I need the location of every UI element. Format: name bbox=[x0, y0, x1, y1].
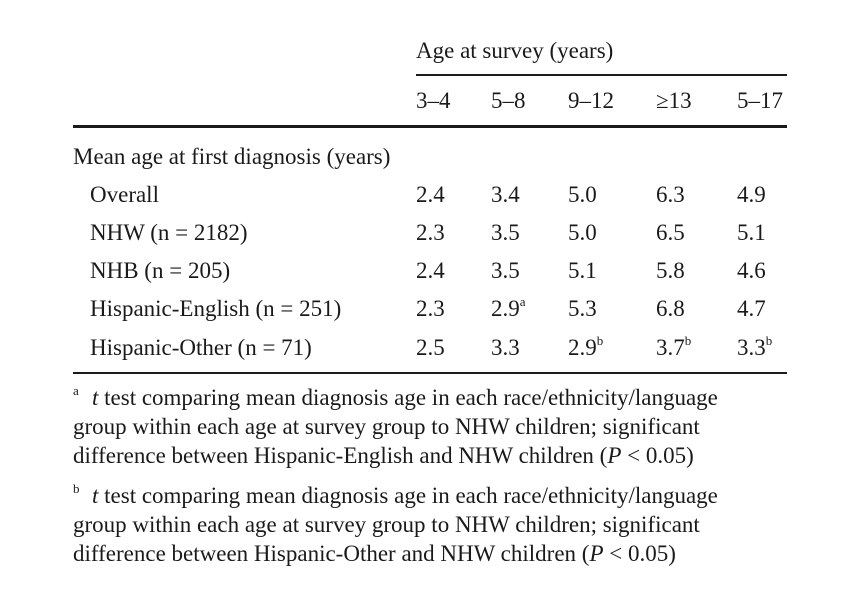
footnote-line: t test comparing mean diagnosis age in each race/ethnicity/language bbox=[92, 483, 718, 508]
cell-footnote-mark: b bbox=[596, 333, 604, 348]
table-cell bbox=[737, 257, 766, 285]
table-cell bbox=[568, 181, 597, 209]
cell-footnote-mark: a bbox=[519, 294, 526, 309]
footnote-mark: a bbox=[73, 383, 79, 398]
cell-value: 3.4 bbox=[491, 182, 520, 207]
table-cell bbox=[568, 219, 597, 247]
footnote-line: t test comparing mean diagnosis age in each race/ethnicity/language bbox=[92, 385, 718, 410]
footnote-line: group within each age at survey group to NHW children; significant bbox=[73, 512, 700, 537]
table-cell bbox=[656, 219, 685, 247]
table-cell bbox=[568, 257, 597, 285]
header-bottom-rule bbox=[73, 125, 787, 128]
row-label: NHB (n = 205) bbox=[90, 258, 231, 283]
table-cell bbox=[656, 181, 685, 209]
table-cell bbox=[737, 295, 766, 323]
cell-value: 2.9 bbox=[491, 296, 520, 321]
table-cell bbox=[416, 295, 445, 323]
footnote-mark: b bbox=[73, 481, 80, 496]
cell-value: 3.5 bbox=[491, 220, 520, 245]
table-cell bbox=[416, 181, 445, 209]
table-cell bbox=[416, 219, 445, 247]
cell-value: 6.5 bbox=[656, 220, 685, 245]
footnote-line: difference between Hispanic-Other and NHW children (P < 0.05) bbox=[73, 541, 676, 566]
table-cell bbox=[491, 257, 520, 285]
cell-value: 5.0 bbox=[568, 220, 597, 245]
footnote-line: group within each age at survey group to NHW children; significant bbox=[73, 414, 700, 439]
header-group-rule bbox=[416, 74, 787, 76]
cell-value: 5.0 bbox=[568, 182, 597, 207]
cell-value: 5.1 bbox=[568, 258, 597, 283]
column-header-13-plus: ≥13 bbox=[656, 88, 692, 113]
row-label: Hispanic-English (n = 251) bbox=[90, 296, 342, 321]
cell-value: 5.8 bbox=[656, 258, 685, 283]
table-cell bbox=[656, 295, 685, 323]
section-title: Mean age at first diagnosis (years) bbox=[73, 144, 391, 169]
cell-footnote-mark: b bbox=[765, 333, 773, 348]
cell-value: 3.3 bbox=[737, 335, 766, 360]
cell-value: 6.3 bbox=[656, 182, 685, 207]
cell-value: 2.5 bbox=[416, 335, 445, 360]
table-cell bbox=[568, 295, 597, 323]
cell-value: 2.4 bbox=[416, 258, 445, 283]
table-cell bbox=[568, 334, 603, 362]
row-label: NHW (n = 2182) bbox=[90, 220, 248, 245]
column-header-3-4: 3–4 bbox=[416, 88, 451, 113]
table-cell bbox=[491, 219, 520, 247]
table-cell bbox=[737, 181, 766, 209]
cell-value: 5.1 bbox=[737, 220, 766, 245]
cell-value: 4.7 bbox=[737, 296, 766, 321]
column-header-5-17: 5–17 bbox=[737, 88, 783, 113]
table-cell bbox=[656, 257, 685, 285]
column-header-5-8: 5–8 bbox=[491, 88, 526, 113]
table-cell bbox=[491, 334, 520, 362]
cell-footnote-mark: b bbox=[684, 333, 692, 348]
column-header-9-12: 9–12 bbox=[568, 88, 614, 113]
table-cell bbox=[491, 181, 520, 209]
cell-value: 2.4 bbox=[416, 182, 445, 207]
row-label: Hispanic-Other (n = 71) bbox=[90, 335, 312, 360]
cell-value: 2.9 bbox=[568, 335, 597, 360]
cell-value: 2.3 bbox=[416, 296, 445, 321]
table-cell bbox=[416, 257, 445, 285]
cell-value: 4.6 bbox=[737, 258, 766, 283]
table-cell bbox=[737, 334, 772, 362]
cell-value: 5.3 bbox=[568, 296, 597, 321]
cell-value: 4.9 bbox=[737, 182, 766, 207]
cell-value: 2.3 bbox=[416, 220, 445, 245]
footnote-line: difference between Hispanic-English and NHW children (P < 0.05) bbox=[73, 443, 694, 468]
column-group-label: Age at survey (years) bbox=[416, 38, 614, 63]
table-cell bbox=[737, 219, 766, 247]
cell-value: 3.7 bbox=[656, 335, 685, 360]
table-cell bbox=[491, 295, 526, 323]
table-cell bbox=[656, 334, 691, 362]
row-label: Overall bbox=[90, 182, 159, 207]
cell-value: 6.8 bbox=[656, 296, 685, 321]
cell-value: 3.5 bbox=[491, 258, 520, 283]
cell-value: 3.3 bbox=[491, 335, 520, 360]
table-bottom-rule bbox=[73, 372, 787, 374]
table-cell bbox=[416, 334, 445, 362]
